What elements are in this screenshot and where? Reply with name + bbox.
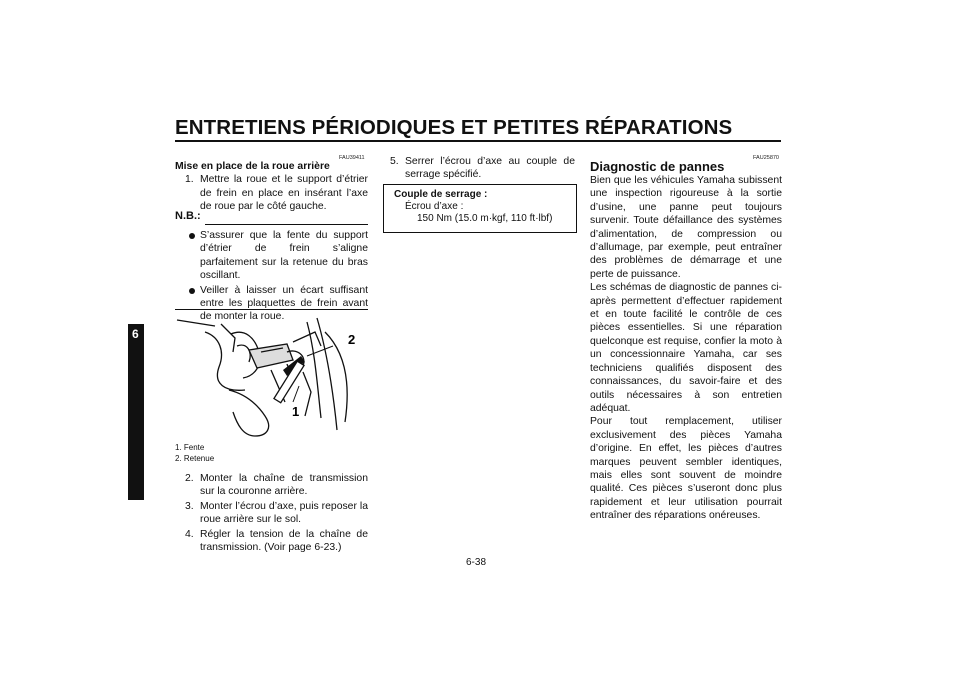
section-title: Mise en place de la roue arrière — [175, 161, 330, 172]
paragraph: Les schémas de diagnostic de pannes ci-après permettent d’effectuer rapidement et en toute facilité le contrôle de ces pièces essentielles. Si une réparation quelconque est requise, confier la moto à un concessionnaire Yamaha, car ses techniciens qualifiés disposent des connaissances, du savoir-faire et des outils nécessaires à son entretien adéquat. — [590, 282, 782, 414]
page-title: ENTRETIENS PÉRIODIQUES ET PETITES RÉPARATIONS — [175, 116, 733, 139]
page-number: 6-38 — [466, 557, 487, 568]
step-number: 4. — [185, 528, 194, 540]
step-4 — [185, 528, 368, 555]
rear-wheel-illustration — [175, 312, 369, 438]
step-text: Monter l’écrou d’axe, puis reposer la roue arrière sur le sol. — [200, 500, 368, 526]
nb-item-text: S’assurer que la fente du support d’étrier de frein s’aligne parfaitement sur la retenue du bras oscillant. — [200, 230, 368, 282]
torque-label: Couple de serrage : — [394, 189, 488, 200]
step-number: 3. — [185, 500, 194, 512]
bullet-icon — [189, 233, 195, 239]
step-text: Monter la chaîne de transmission sur la couronne arrière. — [200, 473, 368, 498]
step-text: Mettre la roue et le support d’étrier de frein en place en insérant l’axe de roue par le côté gauche. — [200, 174, 368, 213]
bullet-icon — [189, 288, 195, 294]
step-1 — [185, 173, 368, 213]
step-2 — [185, 472, 368, 499]
torque-value: 150 Nm (15.0 m·kgf, 110 ft·lbf) — [417, 213, 553, 224]
figure-caption — [175, 442, 214, 464]
step-number: 1. — [185, 174, 194, 186]
chapter-tab — [128, 324, 144, 500]
reference-code: FAU25870 — [753, 155, 779, 161]
nb-item-text: Veiller à laisser un écart suffisant entre les plaquettes de frein avant de monter la roue. — [200, 284, 368, 323]
caption-2: 2. Retenue — [175, 454, 215, 463]
step-3 — [185, 500, 368, 527]
nb-rule — [205, 224, 368, 225]
section-title: Diagnostic de pannes — [590, 159, 725, 174]
step-text: Régler la tension de la chaîne de transmission. (Voir page 6-23.) — [200, 528, 368, 554]
step-number: 2. — [185, 473, 194, 484]
step-number: 5. — [390, 156, 399, 167]
callout-1: 1 — [292, 404, 300, 419]
chapter-number: 6 — [132, 327, 139, 341]
torque-item: Écrou d’axe : — [405, 201, 464, 212]
nb-item — [185, 229, 368, 283]
callout-2: 2 — [348, 332, 356, 347]
step-5 — [390, 155, 575, 182]
paragraph: Pour tout remplacement, utiliser exclusivement des pièces Yamaha d’origine. En effet, les pièces d’autres marques peuvent sembler identiques, mais elles sont souvent de moindre qualité. Ces pièces s’useront donc plus rapidement et leur utilisation pourrait entraîner des réparations onéreuses. — [590, 416, 782, 522]
reference-code: FAU39411 — [339, 155, 365, 161]
paragraph: Bien que les véhicules Yamaha subissent une inspection rigoureuse à la sortie d’usine, une panne peut toujours survenir. Toute défaillance des systèmes d’alimentation, de compression ou d’allumage, par exemple, peut entraîner des problèmes de démarrage et une perte de puissance. — [590, 175, 782, 280]
step-text: Serrer l’écrou d’axe au couple de serrage spécifié. — [405, 156, 575, 181]
title-rule — [175, 140, 781, 142]
caption-1: 1. Fente — [175, 443, 205, 452]
nb-bottom-rule — [175, 309, 368, 310]
torque-spec-box — [383, 184, 577, 233]
nb-label: N.B.: — [175, 210, 201, 222]
